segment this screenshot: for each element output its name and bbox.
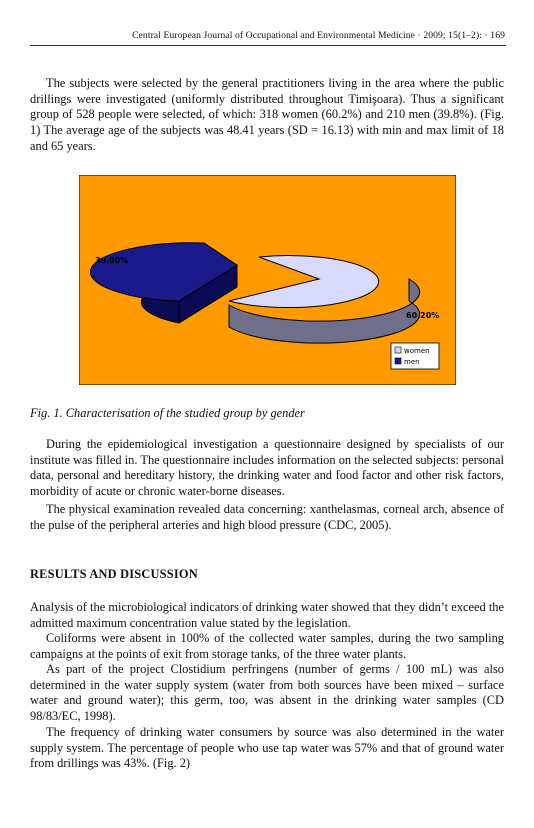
chart-legend (391, 343, 439, 369)
paragraph-clostridium (30, 662, 504, 725)
paragraph-text: Coliforms were absent in 100% of the collected water samples, during the two sampling campaigns at the points of exit from storage tanks, of the three water plants. (30, 631, 504, 661)
running-head: Central European Journal of Occupational and Environmental Medicine · 2009; 15(1–2): · 169 (132, 30, 505, 41)
legend-label-men: men (404, 358, 420, 366)
label-men: 39.80% (95, 256, 129, 265)
paragraph-text: During the epidemiological investigation a questionnaire designed by specialists of our institute was filled in. The questionnaire includes information on the selected subjects: personal data, personal and hereditary history, the drinking water and food factor and other risk factors, morbidity of acute or chronic water-borne diseases. (30, 437, 504, 499)
paragraph-text: The frequency of drinking water consumers by source was also determined in the water supply system. The percentage of people who use tap water was 57% and that of ground water from drillings was 43%. (Fig. 2) (30, 725, 504, 771)
paragraph-examination (30, 502, 504, 533)
paragraph-text: Analysis of the microbiological indicators of drinking water showed that they didn’t exceed the admitted maximum concentration value stated by the legislation. (30, 600, 504, 630)
legend-swatch-men (395, 358, 401, 364)
paragraph-text: As part of the project Clostidium perfringens (number of germs / 100 mL) was also determined in the water supply system (water from both sources have been mixed – surface water and ground water); this germ, too, was absent in the drinking water samples (CD 98/83/EC, 1998). (30, 662, 504, 724)
header-rule (30, 45, 506, 46)
paragraph-questionnaire (30, 437, 504, 500)
figure-caption: Fig. 1. Characterisation of the studied group by gender (30, 406, 305, 420)
legend-label-women: women (404, 347, 430, 355)
legend-swatch-women (395, 347, 401, 353)
paragraph-text: The subjects were selected by the general practitioners living in the area where the public drillings were investigated (uniformly distributed throughout Timişoara). Thus a significant group of 528 people were selected, of which: 318 women (60.2%) and 210 men (39.8%). (Fig. 1) The average age of the subjects was 48.41 years (SD = 16.13) with min and max limit of 18 and 65 years. (30, 76, 504, 153)
paragraph-frequency (30, 725, 504, 772)
paragraph-subjects (30, 76, 504, 155)
section-heading: RESULTS AND DISCUSSION (30, 567, 198, 581)
gender-pie-chart (79, 175, 456, 385)
paragraph-analysis (30, 600, 504, 631)
label-women: 60.20% (406, 311, 440, 320)
paragraph-coliforms (30, 631, 504, 662)
paragraph-text: The physical examination revealed data concerning: xanthelasmas, corneal arch, absence of the pulse of the peripheral arteries and high blood pressure (CDC, 2005). (30, 502, 504, 532)
